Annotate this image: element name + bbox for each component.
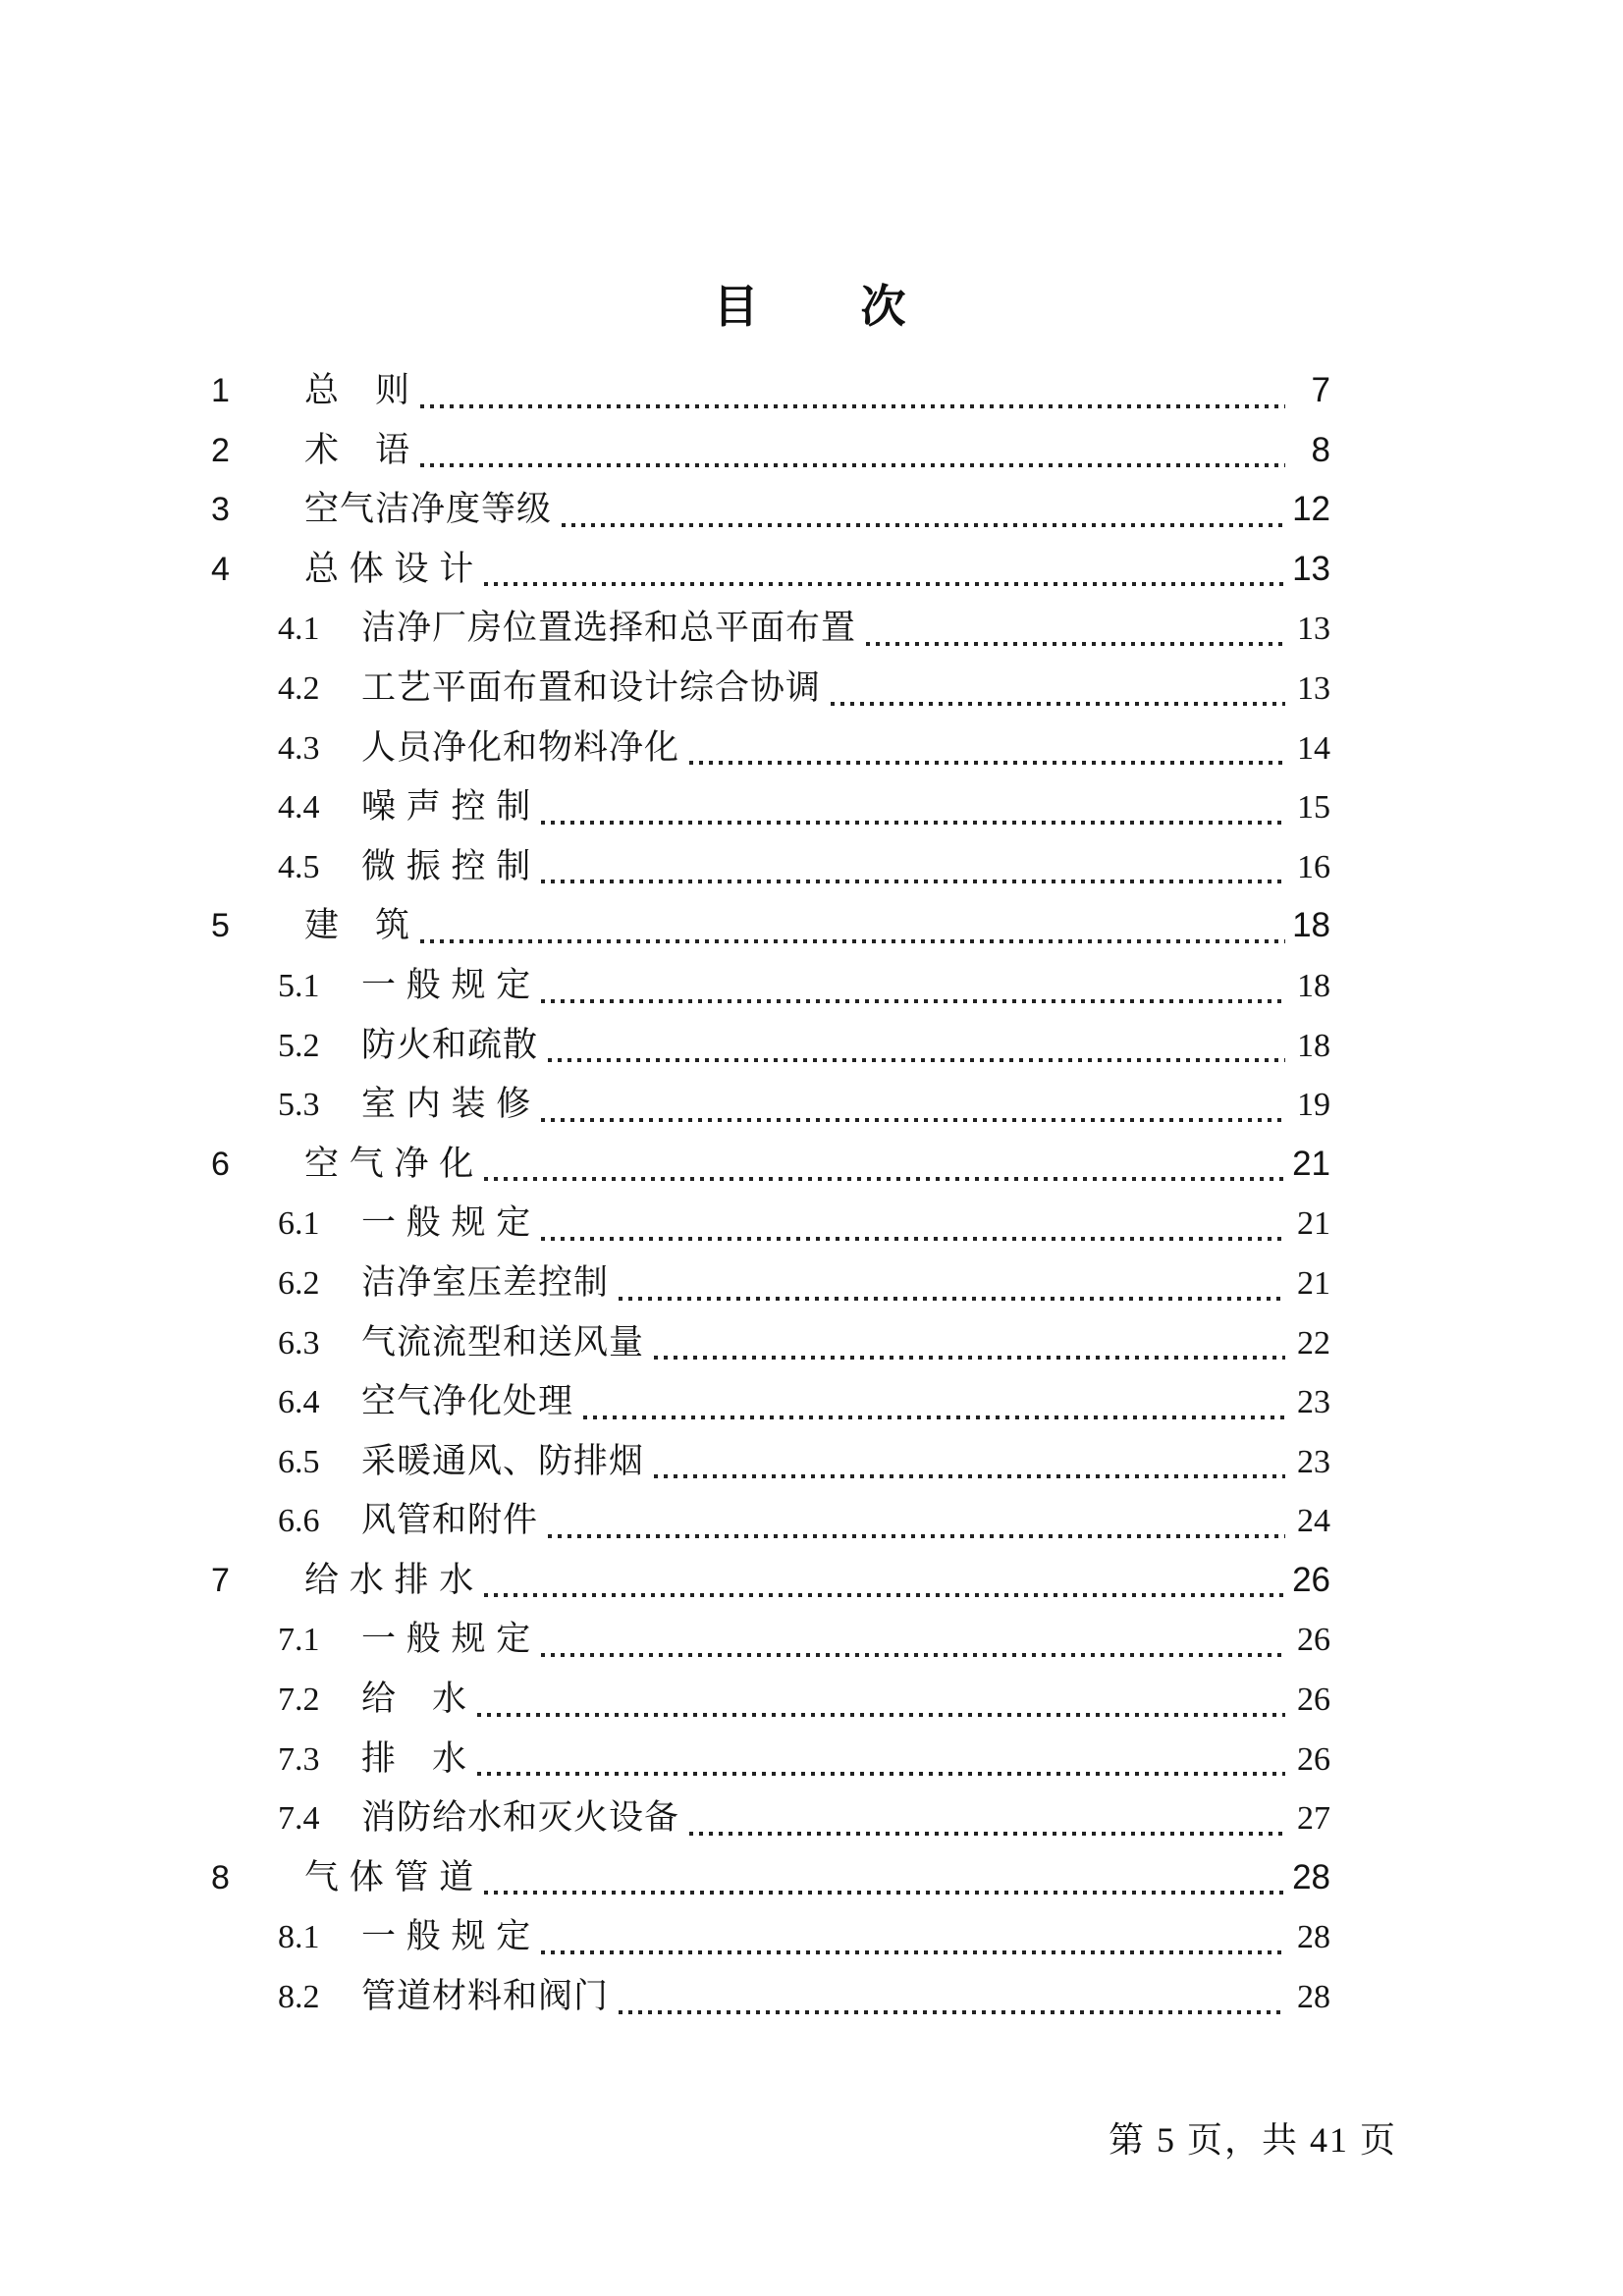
toc-entry-page: 28 xyxy=(1297,1919,1330,1956)
toc-entry-title: 防火和疏散 xyxy=(361,1025,539,1064)
toc-entry-title: 人员净化和物料净化 xyxy=(361,727,680,767)
page-title: 目 次 xyxy=(713,282,910,332)
toc-entry xyxy=(0,1254,1623,1313)
toc-entry-number: 6.4 xyxy=(278,1384,320,1421)
dot-leader xyxy=(829,659,1287,719)
dot-leader xyxy=(482,1551,1287,1611)
dot-leader xyxy=(652,1432,1287,1492)
toc-entry xyxy=(0,1670,1623,1730)
toc-entry-number: 8.1 xyxy=(278,1919,320,1956)
toc-entry-page: 26 xyxy=(1297,1682,1330,1719)
toc-entry-number: 6 xyxy=(211,1145,230,1183)
toc-entry-title: 噪 声 控 制 xyxy=(361,787,532,827)
dot-leader xyxy=(482,1848,1287,1908)
dot-leader xyxy=(539,1610,1287,1670)
toc-entry xyxy=(0,599,1623,659)
dot-leader xyxy=(475,1670,1287,1730)
toc-entry-page: 21 xyxy=(1297,1205,1330,1243)
toc-entry-page: 18 xyxy=(1297,967,1330,1004)
toc-entry-page: 24 xyxy=(1297,1503,1330,1540)
dot-leader xyxy=(546,1491,1287,1551)
toc-entry-title: 一 般 规 定 xyxy=(361,1620,532,1659)
toc-entry-page: 12 xyxy=(1292,490,1330,529)
toc-entry xyxy=(0,1610,1623,1670)
toc-entry-number: 5.1 xyxy=(278,967,320,1004)
toc-entry xyxy=(0,1789,1623,1848)
toc-entry xyxy=(0,1848,1623,1908)
toc-entry-page: 23 xyxy=(1297,1443,1330,1480)
toc-entry-page: 23 xyxy=(1297,1384,1330,1421)
toc-entry-number: 4.3 xyxy=(278,729,320,767)
toc-entry xyxy=(0,361,1623,421)
toc-entry-number: 4.4 xyxy=(278,789,320,827)
toc-entry-title: 空气净化处理 xyxy=(361,1382,574,1421)
toc-entry-title: 管道材料和阀门 xyxy=(361,1977,610,2016)
toc-entry-title: 空 气 净 化 xyxy=(304,1144,475,1183)
toc-entry xyxy=(0,837,1623,897)
toc-entry-title: 洁净室压差控制 xyxy=(361,1262,610,1302)
toc-entry-number: 4.2 xyxy=(278,669,320,707)
toc-entry xyxy=(0,956,1623,1016)
dot-leader xyxy=(687,719,1287,778)
toc-entry-number: 7.2 xyxy=(278,1682,320,1719)
toc-entry-number: 7.1 xyxy=(278,1622,320,1659)
toc-entry-page: 26 xyxy=(1297,1622,1330,1659)
toc-entry xyxy=(0,1194,1623,1254)
toc-list xyxy=(0,361,1623,2027)
toc-entry xyxy=(0,1135,1623,1195)
dot-leader xyxy=(418,421,1287,481)
toc-entry-page: 18 xyxy=(1297,1027,1330,1064)
dot-leader xyxy=(418,896,1287,956)
toc-entry-title: 一 般 规 定 xyxy=(361,1203,532,1243)
dot-leader xyxy=(652,1313,1287,1373)
toc-entry-number: 8.2 xyxy=(278,1979,320,2016)
dot-leader xyxy=(475,1730,1287,1789)
toc-entry xyxy=(0,1907,1623,1967)
toc-entry xyxy=(0,1372,1623,1432)
toc-entry-title: 气流流型和送风量 xyxy=(361,1322,645,1362)
toc-entry-number: 6.6 xyxy=(278,1503,320,1540)
toc-entry xyxy=(0,1075,1623,1135)
toc-entry-page: 18 xyxy=(1292,906,1330,945)
dot-leader xyxy=(864,599,1287,659)
toc-entry-title: 建 筑 xyxy=(304,906,411,945)
toc-entry xyxy=(0,540,1623,600)
toc-entry xyxy=(0,1313,1623,1373)
toc-entry-number: 7.3 xyxy=(278,1740,320,1778)
toc-entry-number: 2 xyxy=(211,431,230,469)
dot-leader xyxy=(617,1254,1287,1313)
dot-leader xyxy=(482,1135,1287,1195)
toc-entry-title: 洁净厂房位置选择和总平面布置 xyxy=(361,609,857,648)
toc-entry-number: 3 xyxy=(211,491,230,529)
toc-entry-number: 6.1 xyxy=(278,1205,320,1243)
toc-entry-title: 排 水 xyxy=(361,1738,468,1778)
toc-entry-page: 15 xyxy=(1297,789,1330,827)
toc-entry-page: 14 xyxy=(1297,729,1330,767)
toc-entry-number: 5.2 xyxy=(278,1027,320,1064)
dot-leader xyxy=(546,1016,1287,1076)
dot-leader xyxy=(539,837,1287,897)
toc-entry-page: 22 xyxy=(1297,1324,1330,1362)
page-footer: 第 5 页，共 41 页 xyxy=(1108,2120,1397,2160)
toc-entry-number: 8 xyxy=(211,1858,230,1896)
toc-entry xyxy=(0,1491,1623,1551)
dot-leader xyxy=(581,1372,1287,1432)
toc-entry-page: 19 xyxy=(1297,1087,1330,1124)
toc-entry-number: 1 xyxy=(211,372,230,409)
dot-leader xyxy=(482,540,1287,600)
toc-entry-page: 16 xyxy=(1297,848,1330,885)
dot-leader xyxy=(539,1194,1287,1254)
toc-entry xyxy=(0,1016,1623,1076)
toc-entry-number: 4 xyxy=(211,550,230,588)
toc-entry-number: 4.5 xyxy=(278,848,320,885)
toc-entry xyxy=(0,421,1623,481)
toc-entry-title: 消防给水和灭火设备 xyxy=(361,1798,680,1838)
dot-leader xyxy=(617,1967,1287,2027)
toc-entry-page: 27 xyxy=(1297,1800,1330,1838)
toc-entry-page: 28 xyxy=(1297,1979,1330,2016)
toc-entry-page: 8 xyxy=(1311,430,1330,469)
toc-entry-title: 给 水 xyxy=(361,1680,468,1719)
toc-entry-page: 21 xyxy=(1292,1144,1330,1183)
toc-entry-title: 术 语 xyxy=(304,430,411,469)
toc-entry-page: 13 xyxy=(1297,611,1330,648)
toc-entry xyxy=(0,896,1623,956)
toc-entry-title: 工艺平面布置和设计综合协调 xyxy=(361,667,822,707)
toc-entry-number: 5.3 xyxy=(278,1087,320,1124)
toc-entry-title: 微 振 控 制 xyxy=(361,846,532,885)
toc-entry-number: 7 xyxy=(211,1561,230,1599)
toc-entry xyxy=(0,777,1623,837)
toc-entry-title: 室 内 装 修 xyxy=(361,1085,532,1124)
dot-leader xyxy=(560,480,1287,540)
toc-entry-title: 一 般 规 定 xyxy=(361,965,532,1004)
toc-entry-page: 28 xyxy=(1292,1857,1330,1896)
toc-entry-number: 7.4 xyxy=(278,1800,320,1838)
toc-entry-page: 13 xyxy=(1297,669,1330,707)
toc-entry-number: 6.3 xyxy=(278,1324,320,1362)
toc-entry-page: 13 xyxy=(1292,549,1330,588)
dot-leader xyxy=(539,956,1287,1016)
toc-entry-title: 气 体 管 道 xyxy=(304,1857,475,1896)
toc-entry xyxy=(0,1432,1623,1492)
dot-leader xyxy=(539,1075,1287,1135)
toc-entry-number: 5 xyxy=(211,907,230,945)
dot-leader xyxy=(539,777,1287,837)
toc-entry xyxy=(0,659,1623,719)
toc-entry-number: 4.1 xyxy=(278,611,320,648)
dot-leader xyxy=(687,1789,1287,1848)
toc-entry-number: 6.5 xyxy=(278,1443,320,1480)
toc-entry-number: 6.2 xyxy=(278,1264,320,1302)
toc-entry-title: 采暖通风、防排烟 xyxy=(361,1441,645,1480)
toc-entry-title: 总 则 xyxy=(304,371,411,409)
toc-entry xyxy=(0,719,1623,778)
toc-entry-title: 空气洁净度等级 xyxy=(304,490,553,529)
toc-entry xyxy=(0,1551,1623,1611)
toc-entry-page: 26 xyxy=(1292,1560,1330,1599)
dot-leader xyxy=(418,361,1287,421)
toc-entry xyxy=(0,480,1623,540)
toc-entry-page: 7 xyxy=(1311,371,1330,409)
toc-entry-title: 总 体 设 计 xyxy=(304,549,475,588)
toc-entry xyxy=(0,1967,1623,2027)
toc-entry xyxy=(0,1730,1623,1789)
toc-entry-title: 给 水 排 水 xyxy=(304,1560,475,1599)
toc-entry-title: 一 般 规 定 xyxy=(361,1917,532,1956)
toc-entry-page: 21 xyxy=(1297,1264,1330,1302)
toc-entry-page: 26 xyxy=(1297,1740,1330,1778)
dot-leader xyxy=(539,1907,1287,1967)
toc-entry-title: 风管和附件 xyxy=(361,1501,539,1540)
